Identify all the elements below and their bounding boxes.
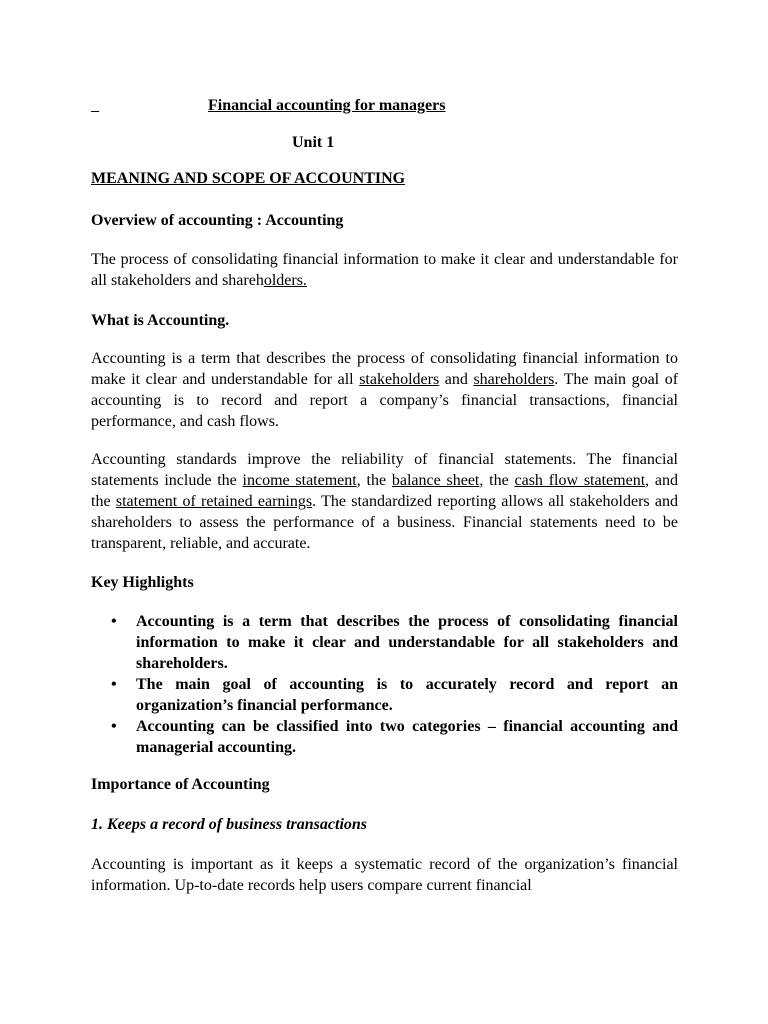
document-title: Financial accounting for managers	[208, 97, 446, 114]
income-statement-link[interactable]: income statement	[242, 472, 357, 489]
overview-paragraph	[91, 249, 678, 291]
what-is-text: Accounting is a term that describes the process of consolidating financial information to make it clear and understandable for all	[91, 350, 678, 388]
key-highlights-list	[91, 611, 678, 758]
standards-text-1: Accounting standards improve the reliability of financial statements. The financial statements include the	[91, 451, 678, 489]
key-highlights-heading: Key Highlights	[91, 574, 194, 591]
list-item	[91, 716, 678, 758]
importance-paragraph: Accounting is important as it keeps a systematic record of the organization’s financial information. Up-to-date records help users compare current financial	[91, 856, 678, 894]
section-heading: MEANING AND SCOPE OF ACCOUNTING	[91, 170, 406, 187]
stakeholders-link[interactable]: stakeholders	[359, 371, 440, 388]
shareholders-link[interactable]: shareholders	[473, 371, 555, 388]
bullet-icon: •	[111, 718, 117, 735]
standards-text-3: , the	[479, 472, 515, 489]
what-is-text-rest: . The main goal of accounting is to record and report a company’s financial transactions, financial performance, and cash flows.	[91, 371, 679, 430]
bullet-icon: •	[111, 676, 117, 693]
list-item	[91, 611, 678, 674]
list-item	[91, 674, 678, 716]
list-item-text: The main goal of accounting is to accurately record and report an organization’s financial performance.	[136, 676, 678, 714]
retained-earnings-link[interactable]: statement of retained earnings	[115, 493, 313, 510]
header-marker: _	[91, 97, 99, 114]
importance-subheading: 1. Keeps a record of business transactions	[91, 816, 368, 833]
standards-text-5: . The standardized reporting allows all stakeholders and shareholders to assess the performance of a business. Financial statements need to be transparent, reliable, and accurate.	[91, 493, 679, 552]
conjunction-text: and	[439, 371, 474, 388]
standards-paragraph	[91, 449, 678, 554]
overview-underlined-text: olders.	[263, 272, 307, 289]
what-is-heading: What is Accounting.	[91, 312, 230, 329]
standards-text-2: , the	[356, 472, 392, 489]
list-item-text: Accounting is a term that describes the process of consolidating financial information to make it clear and understandable for all stakeholders and shareholders.	[136, 613, 678, 672]
overview-text: The process of consolidating financial information to make it clear and understandable for all stakeholders and shareh	[91, 251, 678, 289]
unit-label: Unit 1	[292, 134, 335, 151]
overview-heading: Overview of accounting : Accounting	[91, 212, 344, 229]
balance-sheet-link[interactable]: balance sheet	[391, 472, 480, 489]
document-header	[91, 95, 678, 117]
list-item-text: Accounting can be classified into two categories – financial accounting and managerial accounting.	[136, 718, 678, 756]
what-is-paragraph	[91, 348, 678, 432]
importance-heading: Importance of Accounting	[91, 776, 270, 793]
bullet-icon: •	[111, 613, 117, 630]
cash-flow-statement-link[interactable]: cash flow statement	[514, 472, 646, 489]
standards-text-4: , and the	[91, 472, 679, 510]
